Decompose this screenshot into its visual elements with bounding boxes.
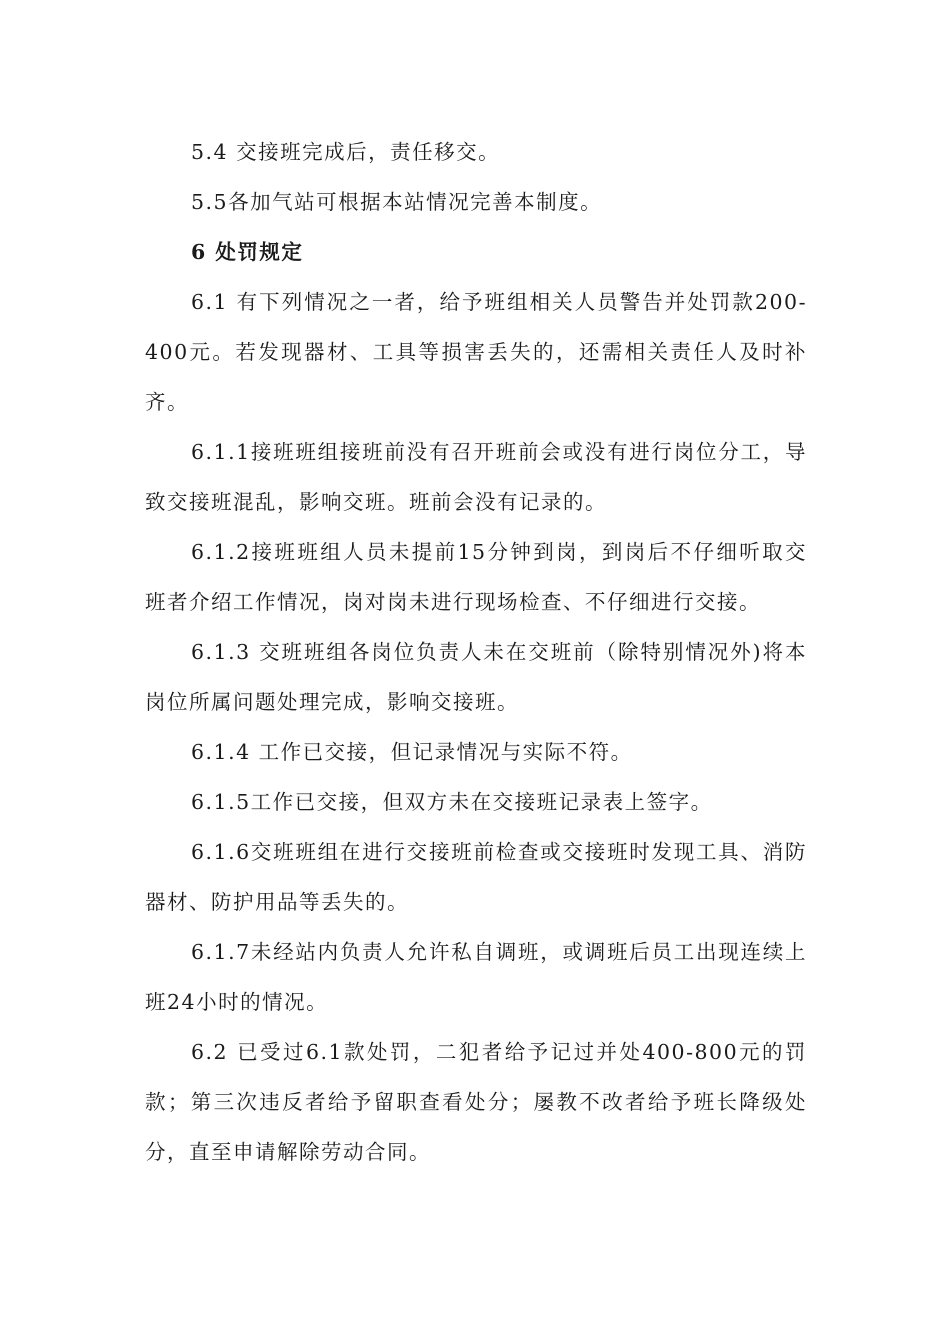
paragraph-6-1: 6.1 有下列情况之一者，给予班组相关人员警告并处罚款200-400元。若发现器材、工具等损害丢失的，还需相关责任人及时补齐。 xyxy=(145,290,807,414)
paragraph-6-1-1: 6.1.1接班班组接班前没有召开班前会或没有进行岗位分工，导致交接班混乱，影响交班。班前会没有记录的。 xyxy=(145,440,807,514)
paragraph-5-5: 5.5各加气站可根据本站情况完善本制度。 xyxy=(191,190,603,214)
paragraph-6-1-5: 6.1.5工作已交接，但双方未在交接班记录表上签字。 xyxy=(191,790,713,814)
document-body xyxy=(145,127,807,1177)
paragraph-6-1-2: 6.1.2接班班组人员未提前15分钟到岗，到岗后不仔细听取交班者介绍工作情况，岗对岗未进行现场检查、不仔细进行交接。 xyxy=(145,540,807,614)
section-heading-6: 6 处罚规定 xyxy=(191,240,304,264)
paragraph-6-1-6: 6.1.6交班班组在进行交接班前检查或交接班时发现工具、消防器材、防护用品等丢失的。 xyxy=(145,840,807,914)
paragraph-6-1-4: 6.1.4 工作已交接，但记录情况与实际不符。 xyxy=(191,740,633,764)
paragraph-5-4: 5.4 交接班完成后，责任移交。 xyxy=(191,140,501,164)
paragraph-6-2: 6.2 已受过6.1款处罚，二犯者给予记过并处400-800元的罚款；第三次违反者给予留职查看处分；屡教不改者给予班长降级处分，直至申请解除劳动合同。 xyxy=(145,1040,807,1164)
paragraph-6-1-3: 6.1.3 交班班组各岗位负责人未在交班前（除特别情况外)将本岗位所属问题处理完成，影响交接班。 xyxy=(145,640,807,714)
paragraph-6-1-7: 6.1.7未经站内负责人允许私自调班，或调班后员工出现连续上班24小时的情况。 xyxy=(145,940,807,1014)
